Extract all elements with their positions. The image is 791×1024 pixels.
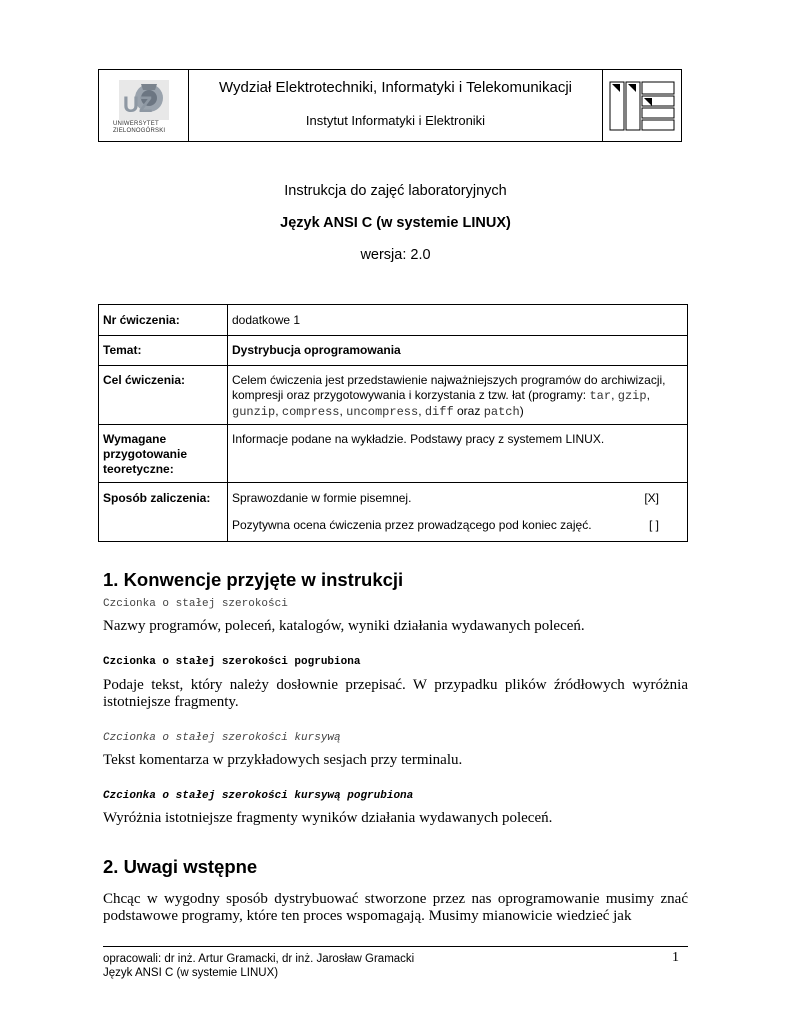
footer-authors: opracowali: dr inż. Artur Gramacki, dr inż. Jarosław Gramacki	[103, 953, 415, 965]
prog-diff: diff	[424, 405, 454, 419]
table-row	[99, 483, 688, 542]
oraz: oraz	[453, 404, 484, 418]
faculty-name: Wydział Elektrotechniki, Informatyki i Telekomunikacji	[218, 79, 573, 96]
sposob-option-1-mark: [X]	[644, 491, 659, 505]
section1-heading: 1. Konwencje przyjęte w instrukcji	[103, 569, 404, 590]
institute-logo-icon	[608, 78, 676, 133]
prog-gunzip: gunzip	[232, 405, 276, 419]
table-row	[99, 425, 688, 483]
prog-tar: tar	[589, 389, 612, 403]
section2-text: Chcąc w wygodny sposób dystrybuować stworzone przez nas oprogramowanie musimy znać podstawowe programy, które ten proces wspomagają. Musimy mianowicie wiedzieć jak	[103, 891, 688, 924]
footer-divider	[103, 946, 688, 947]
cel-value	[228, 366, 688, 425]
sposob-option-1-text: Sprawozdanie w formie pisemnej.	[232, 491, 412, 505]
doc-title: Język ANSI C (w systemie LINUX)	[280, 215, 511, 231]
logo-caption-line2: ZIELONOGÓRSKI	[113, 128, 166, 134]
prog-patch: patch	[483, 405, 520, 419]
prog-uncompress: uncompress	[346, 405, 419, 419]
nr-label: Nr ćwiczenia:	[99, 305, 228, 336]
logo-caption-line1: UNIWERSYTET	[113, 121, 159, 127]
table-row	[99, 366, 688, 425]
sposob-value	[228, 483, 688, 542]
wym-value: Informacje podane na wykładzie. Podstawy pracy z systemem LINUX.	[228, 425, 688, 483]
exercise-info-table	[98, 304, 688, 542]
convention-2-text: Podaje tekst, który należy dosłownie przepisać. W przypadku plików źródłowych wyróżnia istotniejsze fragmenty.	[103, 677, 688, 710]
temat-value: Dystrybucja oprogramowania	[228, 336, 688, 366]
header-divider-right	[602, 70, 603, 141]
cel-label: Cel ćwiczenia:	[99, 366, 228, 425]
header-box	[98, 69, 682, 142]
doc-version: wersja: 2.0	[360, 247, 431, 263]
close-paren: )	[519, 404, 524, 418]
page-number: 1	[672, 950, 679, 965]
sep: ,	[339, 404, 347, 418]
wym-label: Wymagane przygotowanie teoretyczne:	[99, 425, 228, 483]
cel-text: Celem ćwiczenia jest przedstawienie najważniejszych programów do archiwizacji, kompresji oraz przygotowywania i korzystania z tzw. łat (programy:	[232, 373, 666, 402]
table-row	[99, 336, 688, 366]
table-row	[99, 305, 688, 336]
convention-1-code: Czcionka o stałej szerokości	[103, 598, 288, 610]
prog-compress: compress	[281, 405, 340, 419]
section2-heading: 2. Uwagi wstępne	[103, 856, 258, 877]
footer-course: Język ANSI C (w systemie LINUX)	[103, 967, 279, 979]
convention-2-code: Czcionka o stałej szerokości pogrubiona	[103, 656, 361, 668]
logo-letters: UZ	[123, 92, 153, 117]
temat-label: Temat:	[99, 336, 228, 366]
nr-value: dodatkowe 1	[228, 305, 688, 336]
convention-3-code: Czcionka o stałej szerokości kursywą	[103, 732, 341, 744]
convention-1-text: Nazwy programów, poleceń, katalogów, wyniki działania wydawanych poleceń.	[103, 618, 585, 634]
convention-4-code: Czcionka o stałej szerokości kursywą pogrubiona	[103, 790, 414, 802]
logo-caption	[113, 121, 165, 135]
prog-gzip: gzip	[617, 389, 647, 403]
sep: ,	[418, 404, 425, 418]
sposob-option-2	[228, 511, 687, 541]
convention-4-text: Wyróżnia istotniejsze fragmenty wyników działania wydawanych poleceń.	[103, 810, 553, 826]
sep: ,	[646, 388, 650, 402]
sposob-label: Sposób zaliczenia:	[99, 483, 228, 542]
sep: ,	[275, 404, 282, 418]
doc-subtitle: Instrukcja do zajęć laboratoryjnych	[284, 183, 507, 199]
sposob-option-2-mark: [ ]	[648, 518, 659, 532]
sep: ,	[611, 388, 618, 402]
sposob-option-2-text: Pozytywna ocena ćwiczenia przez prowadzącego pod koniec zajęć.	[232, 518, 592, 532]
institute-name: Instytut Informatyki i Elektroniki	[305, 113, 486, 128]
convention-3-text: Tekst komentarza w przykładowych sesjach przy terminalu.	[103, 752, 463, 768]
sposob-option-1	[228, 483, 687, 511]
